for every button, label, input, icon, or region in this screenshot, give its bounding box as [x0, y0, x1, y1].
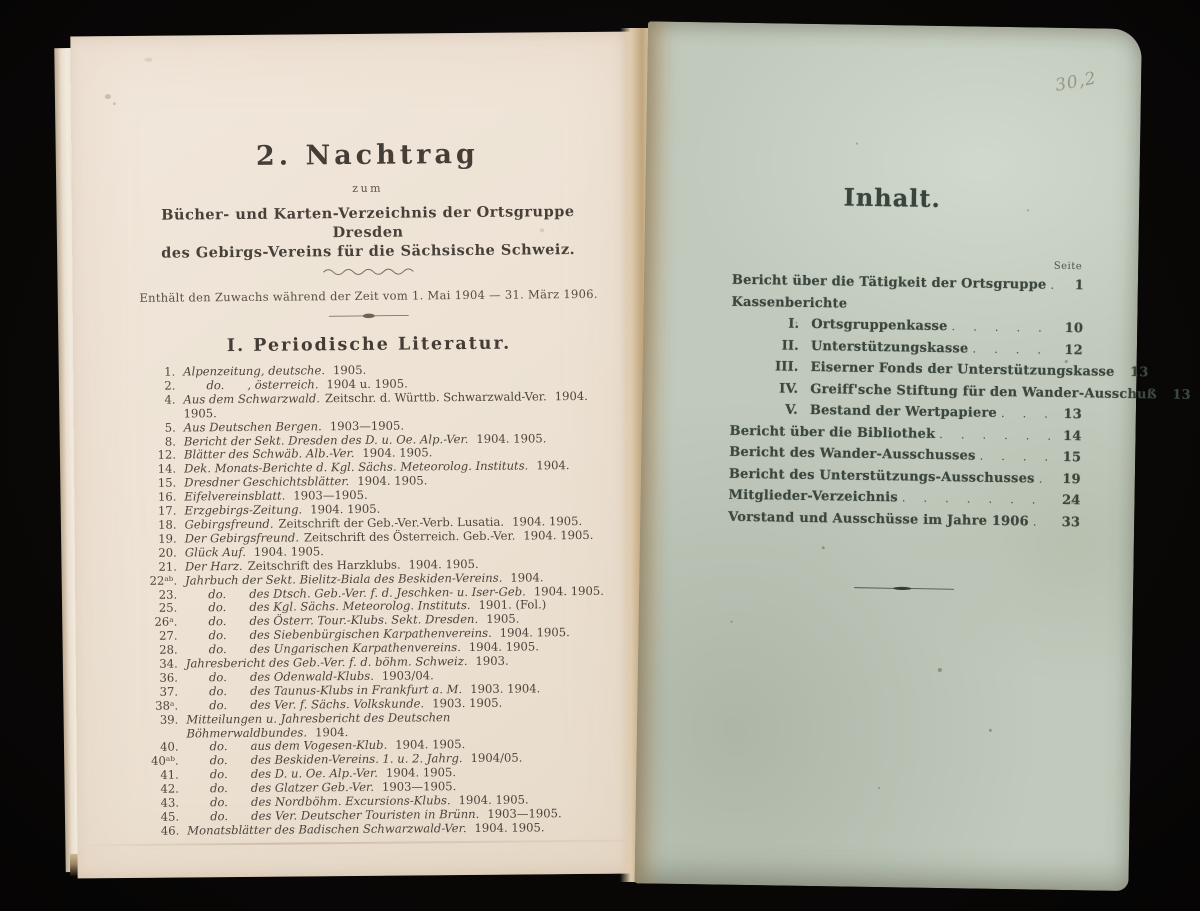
dot-leader — [1001, 406, 1052, 422]
item-number: 5. — [164, 420, 176, 435]
item-years: 1903. 1905. — [432, 695, 503, 711]
item-years: 1903. — [475, 653, 509, 668]
item-years: 1903—1905. — [487, 806, 562, 821]
toc-page-number: 12 — [1064, 342, 1084, 358]
page-title: 2. Nachtrag — [255, 138, 479, 172]
toc-numeral: V. — [785, 402, 799, 418]
item-years: 1904 u. 1905. — [326, 376, 408, 392]
toc-row — [730, 402, 1082, 423]
item-number: 45. — [160, 809, 180, 824]
toc-label: Unterstützungskasse — [810, 338, 969, 356]
toc-label: Mitglieder-Verzeichnis — [728, 487, 898, 506]
item-number: 18. — [158, 517, 177, 532]
left-page-column — [128, 32, 611, 839]
handwritten-mark: 30,2 — [1053, 68, 1099, 96]
item-detail: Zeitschrift der Geb.-Ver.-Verb. Lusatia. — [278, 514, 505, 531]
item-number: 38ᵃ. — [155, 698, 179, 713]
item-years: 1904. 1905. — [362, 445, 433, 461]
toc-label: Bericht des Wander-Ausschusses — [729, 444, 976, 464]
item-title: Aus dem Schwarzwald. — [183, 391, 321, 407]
item-detail: Zeitschr. d. Württb. Schwarzwald-Ver. — [324, 389, 547, 406]
item-number: 43. — [160, 795, 180, 810]
toc-label: Ortsgruppenkasse — [811, 316, 948, 335]
ditto-mark: do. — [210, 809, 229, 824]
item-body — [186, 709, 610, 741]
ditto-mark: do. — [209, 753, 228, 768]
toc-list — [728, 260, 1191, 536]
toc-row — [728, 509, 1080, 530]
item-years: 1904. — [536, 458, 570, 473]
toc-row — [729, 466, 1081, 487]
item-number: 42. — [160, 781, 179, 796]
item-years: 1903—1905. — [381, 779, 457, 794]
item-title: Monatsblätter des Badischen Schwarzwald-Ver. — [187, 820, 467, 838]
item-number: 19. — [158, 531, 177, 546]
paper-crease — [77, 840, 637, 847]
item-title: Erzgebirgs-Zeitung. — [184, 502, 303, 518]
toc-page-number: 15 — [1062, 449, 1082, 466]
item-title: des Siebenbürgischen Karpathenvereins. — [249, 626, 492, 643]
item-number: 16. — [157, 489, 177, 504]
item-years: 1903. 1904. — [470, 681, 541, 696]
item-title: Blätter des Schwäb. Alb.-Ver. — [183, 446, 355, 462]
item-number: 26ᵃ. — [154, 614, 178, 630]
toc-numeral: II. — [781, 338, 800, 354]
item-title: des Nordböhm. Excursions-Klubs. — [250, 793, 451, 810]
right-page — [634, 21, 1191, 891]
ditto-mark: do. — [209, 697, 228, 713]
foxing-spot — [822, 546, 825, 549]
ditto-mark: do. — [208, 670, 227, 685]
item-years: 1904. 1905. — [533, 583, 604, 598]
item-title: des Dtsch. Geb.-Ver. f. d. Jeschken- u. Iser-Geb. — [249, 584, 526, 601]
item-years: 1904. 1905. — [395, 737, 466, 753]
foxing-spot — [113, 102, 116, 105]
toc-label: Bericht des Unterstützungs-Ausschusses — [728, 466, 1035, 487]
item-title: Der Gebirgsfreund. — [184, 530, 300, 546]
left-page — [70, 32, 637, 879]
toc-numeral: III. — [774, 359, 799, 375]
subtitle-line1: Bücher- und Karten-Verzeichnis der Ortsgruppe Dresden — [161, 203, 575, 242]
item-body — [187, 821, 611, 839]
ditto-mark: do. — [210, 795, 229, 810]
ditto-mark: do. — [208, 642, 227, 657]
item-number: 41. — [160, 767, 179, 782]
toc-label: Greiff'sche Stiftung für den Wander-Ausschuß — [810, 381, 1157, 402]
periodicals-list — [131, 362, 611, 839]
item-years: 1904. 1905. — [474, 820, 545, 835]
item-years: 1903—1905. — [293, 488, 368, 503]
list-item — [134, 709, 610, 741]
page-column-label: Seite — [1053, 260, 1083, 273]
item-number: 12. — [157, 447, 177, 463]
toc-numeral: IV. — [779, 380, 799, 397]
dot-leader — [1033, 514, 1051, 529]
foxing-spot — [731, 621, 733, 623]
dot-leader — [972, 341, 1053, 357]
ditto-mark: do. — [208, 614, 227, 629]
dot-leader — [979, 449, 1051, 465]
contents-title: Inhalt. — [843, 182, 942, 213]
item-number: 20. — [158, 545, 177, 560]
item-years: 1904. 1905. — [385, 765, 457, 781]
toc-page-number: 24 — [1061, 492, 1081, 509]
ditto-mark: do. — [208, 586, 227, 601]
item-number: 17. — [157, 503, 177, 518]
list-item — [131, 390, 607, 422]
toc-page-number: 19 — [1062, 471, 1081, 487]
toc-row — [731, 337, 1083, 358]
section-heading: I. Periodische Literatur. — [226, 333, 512, 357]
item-title: des Taunus-Klubs in Frankfurt a. M. — [249, 681, 463, 698]
foxing-spot — [989, 729, 992, 732]
item-number: 37. — [159, 684, 179, 699]
item-title: Glück Auf. — [184, 544, 246, 560]
divider-ornament — [329, 312, 409, 321]
toc-label: Vorstand und Ausschüsse im Jahre 1906 — [728, 509, 1029, 529]
item-years: 1904/05. — [470, 750, 523, 766]
item-title: des Ver. f. Sächs. Volkskunde. — [250, 696, 425, 712]
toc-row — [729, 423, 1081, 444]
dot-leader — [939, 427, 1052, 444]
toc-label: Eiserner Fonds der Unterstützungskasse — [810, 359, 1115, 380]
item-title: aus dem Vogesen-Klub. — [250, 738, 388, 754]
scope-note: Enthält den Zuwachs während der Zeit vom 1. Mai 1904 — 31. März 1906. — [139, 286, 598, 305]
rule-ornament — [854, 585, 954, 593]
item-detail: Zeitschrift des Österreich. Geb.-Ver. — [303, 528, 516, 545]
foxing-spot — [878, 787, 880, 789]
item-number: 8. — [164, 434, 176, 449]
item-number: 21. — [158, 559, 178, 574]
item-title: Gebirgsfreund. — [184, 516, 274, 532]
item-number: 27. — [159, 628, 178, 643]
dot-leader — [1039, 471, 1051, 486]
toc-row — [731, 294, 1083, 315]
item-title: Alpenzeitung, deutsche. — [183, 363, 326, 379]
item-title: des Österr. Tour.-Klubs. Sekt. Dresden. — [249, 612, 479, 629]
toc-row — [729, 445, 1081, 466]
toc-label: Bericht über die Bibliothek — [729, 423, 936, 442]
ditto-mark: do. — [209, 781, 228, 796]
toc-page-number: 13 — [1129, 364, 1149, 381]
item-detail: Zeitschrift des Harzklubs. — [247, 557, 401, 573]
subtitle-line2: des Gebirgs-Vereins für die Sächsische Schweiz. — [161, 241, 576, 262]
toc-page-number: 13 — [1063, 406, 1082, 423]
item-years: 1904. 1905. — [458, 792, 529, 808]
subtitle-prefix: zum — [352, 181, 384, 196]
item-years: 1903—1905. — [329, 418, 405, 433]
item-number: 15. — [157, 475, 177, 490]
item-number: 40. — [160, 740, 179, 755]
item-title: des Glatzer Geb.-Ver. — [250, 780, 375, 796]
item-number: 36. — [159, 670, 178, 685]
toc-page-number: 1 — [1074, 278, 1085, 294]
item-title: des D. u. Oe. Alp.-Ver. — [250, 766, 378, 782]
toc-row — [732, 273, 1084, 294]
ditto-mark: do. — [208, 628, 227, 643]
toc-page-number: 14 — [1062, 428, 1082, 444]
item-years: 1904. 1905. — [499, 625, 570, 640]
item-title: des Beskiden-Vereins. 1. u. 2. Jahrg. — [250, 751, 463, 768]
item-number: 28. — [159, 642, 178, 657]
item-number: 2. — [164, 378, 176, 393]
item-title: des Ungarischen Karpathenvereins. — [249, 640, 461, 657]
toc-label: Bestand der Wertpapiere — [809, 402, 998, 421]
item-title: Der Harz. — [184, 558, 243, 574]
item-years: 1904. 1905. — [408, 556, 479, 572]
item-years: 1904. — [510, 569, 544, 585]
item-years: 1903/04. — [381, 668, 434, 683]
item-years: 1904. 1905. — [183, 388, 588, 421]
dot-leader — [1050, 278, 1054, 293]
item-title: des Ver. Deutscher Touristen in Brünn. — [251, 806, 480, 823]
ditto-mark: do. — [209, 767, 228, 782]
item-number: 14. — [157, 461, 177, 477]
foxing-spot — [105, 94, 111, 99]
item-title: Mitteilungen u. Jahresbericht des Deutschen Böhmerwaldbundes. — [186, 709, 451, 741]
item-years: 1904. 1905. — [468, 639, 540, 655]
item-number: 25. — [158, 600, 178, 616]
foxing-spot — [856, 143, 858, 145]
item-years: 1905. — [486, 611, 520, 627]
dot-leader — [902, 490, 1051, 507]
item-title: , österreich. — [247, 377, 319, 392]
item-years: 1901. (Fol.) — [478, 597, 547, 613]
item-title: Eifelvereinsblatt. — [184, 488, 286, 504]
item-number: 40ᵃᵇ. — [151, 753, 179, 769]
ditto-mark: do. — [206, 378, 225, 393]
item-years: 1905. — [332, 362, 367, 378]
item-number: 39. — [159, 712, 179, 727]
item-title: Aus Deutschen Bergen. — [183, 418, 322, 435]
item-number: 46. — [160, 823, 180, 838]
item-number: 34. — [159, 656, 178, 671]
item-years: 1904. 1905. — [512, 513, 583, 529]
item-number: 1. — [164, 364, 176, 379]
item-title: Bericht der Sekt. Dresden des D. u. Oe. Alp.-Ver. — [183, 431, 469, 449]
list-item — [135, 821, 611, 839]
item-years: 1904. 1905. — [253, 544, 325, 559]
item-title: des Odenwald-Klubs. — [249, 668, 374, 684]
item-title: Dek. Monats-Berichte d. Kgl. Sächs. Meteorolog. Instituts. — [184, 458, 529, 476]
ditto-mark: do. — [209, 683, 228, 699]
item-number: 23. — [158, 587, 178, 602]
item-title: des Kgl. Sächs. Meteorolog. Instituts. — [249, 598, 471, 615]
subtitle — [130, 202, 606, 263]
dot-leader — [951, 319, 1053, 336]
toc-page-number: 10 — [1064, 320, 1084, 337]
toc-page-number: 13 — [1172, 387, 1191, 403]
item-years: 1904. 1905. — [310, 501, 381, 517]
item-number: 4. — [164, 392, 176, 407]
item-title: Jahresbericht des Geb.-Ver. f. d. böhm. Schweiz. — [185, 654, 468, 671]
toc-row — [728, 488, 1080, 509]
toc-row — [730, 359, 1149, 381]
ditto-mark: do. — [208, 600, 227, 615]
item-years: 1904. 1905. — [523, 527, 594, 543]
item-number: 22ᵃᵇ. — [149, 573, 178, 588]
item-title: Dresdner Geschichtsblätter. — [184, 474, 350, 490]
ditto-mark: do. — [209, 739, 228, 754]
item-years: 1904. — [314, 724, 349, 739]
item-title: Jahrbuch der Sekt. Bielitz-Biala des Beskiden-Vereins. — [185, 570, 503, 588]
toc-row — [730, 380, 1191, 403]
toc-row — [731, 316, 1083, 337]
item-years: 1904. 1905. — [476, 430, 547, 446]
item-body — [183, 390, 607, 422]
toc-label: Kassenberichte — [731, 294, 848, 312]
toc-label: Bericht über die Tätigkeit der Ortsgruppe — [731, 272, 1047, 293]
toc-numeral: I. — [788, 316, 800, 332]
item-years: 1904. 1905. — [357, 473, 428, 489]
toc-page-number: 33 — [1061, 514, 1081, 530]
squiggle-ornament — [322, 267, 414, 276]
foxing-spot — [938, 668, 942, 672]
